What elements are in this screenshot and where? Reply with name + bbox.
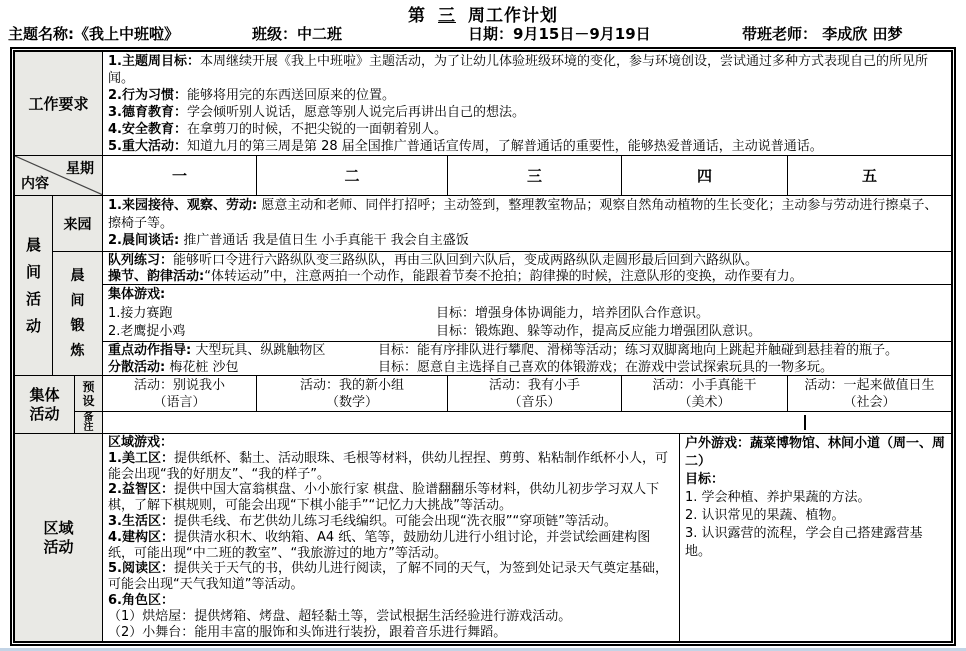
text-line: 队列练习：能够听口令进行六路纵队变三路纵队，再由三队回到六队后，变成两路纵队走圆形最后回到六路纵队。 [108, 253, 759, 268]
text-line: 2.行为习惯：能够将用完的东西送回原来的位置。 [108, 88, 395, 103]
day-header-tuesday[interactable]: 二 [257, 156, 448, 195]
outdoor-games-title-label: 户外游戏： [685, 436, 751, 451]
text-line: 4.安全教育：在拿剪刀的时候，不把尖锐的一面朝着别人。 [108, 122, 447, 137]
text-line: 2.老鹰捉小鸡 目标：锻炼跑、躲等动作，提高反应能力增强团队意识。 [108, 324, 762, 339]
class-label: 班级： [252, 25, 298, 43]
text-line: 3.德育教育：学会倾听别人说话，愿意等别人说完后再讲出自己的想法。 [108, 105, 525, 120]
activity-name: 活动：别说我小 [133, 377, 225, 393]
outdoor-games-content[interactable] [680, 434, 951, 641]
work-requirements-content[interactable] [103, 52, 951, 155]
text-line: 注 [83, 421, 94, 433]
teacher-label: 带班老师： [742, 25, 818, 43]
group-games-title: 集体游戏: [108, 287, 166, 302]
text-line: 1.美工区：提供纸杯、黏土、活动眼珠、毛根等材料，供幼儿捏捏、剪剪、粘粘制作纸杯小人，可能会出现“我的好朋友”、“我的样子”。 [108, 450, 668, 482]
text-line: 1.主题周目标：本周继续开展《我上中班啦》主题活动，为了让幼儿体验班级环境的变化，参与环境创设，尝试通过多种方式表现自己的所见所闻。 [108, 54, 928, 86]
class-value: 中二班 [297, 25, 343, 43]
text-line: 3. 认识露营的流程，学会自己搭建露营基地。 [685, 526, 923, 559]
arrival-content[interactable] [103, 196, 951, 251]
text-line: 设 [82, 393, 95, 408]
text-line: 集体 [29, 385, 60, 404]
note-content[interactable] [103, 412, 951, 433]
text-line: 预 [82, 379, 95, 394]
teacher-field [742, 23, 902, 44]
text-line: 区域 [43, 518, 74, 537]
activity-name: 活动：一起来做值日生 [804, 377, 935, 393]
corner-content-label: 内容 [21, 176, 49, 192]
teacher-value: 李成欣 田梦 [822, 25, 903, 43]
text-line: 活 [25, 289, 41, 308]
activity-name: 活动：我有小手 [488, 377, 580, 393]
regional-games-content[interactable] [103, 434, 680, 641]
morning-activities-section [15, 196, 951, 376]
text-line: 炼 [70, 342, 85, 359]
text-line: 活动 [43, 537, 74, 556]
text-line: 区域游戏： [108, 435, 174, 450]
morning-exercise-label [53, 252, 103, 375]
text-line: 1. 学会种植、养护果蔬的方法。 [685, 490, 871, 505]
text-line: 分散活动: 梅花桩 沙包 目标：愿意自主选择自己喜欢的体锻游戏；在游戏中尝试探索玩具的一物多玩。 [108, 359, 834, 375]
morning-activities-label [15, 196, 53, 375]
drill-practice-cell[interactable] [103, 252, 951, 285]
text-line: 6.角色区： [108, 592, 174, 608]
day-header-thursday[interactable]: 四 [622, 156, 788, 195]
activity-subject: （社会） [843, 394, 896, 410]
outdoor-goal-items [685, 489, 946, 561]
class-field [252, 23, 342, 44]
work-requirements-row [15, 52, 951, 156]
text-line: 2. 认识常见的果蔬、植物。 [685, 508, 845, 523]
page-title-part2: 周工作计划 [468, 6, 558, 26]
outdoor-goal-label: 目标： [685, 472, 725, 487]
theme-name-value: 《我上中班啦》 [74, 25, 180, 43]
note-label [75, 412, 103, 433]
morning-activities-body [53, 196, 951, 375]
note-row [75, 412, 951, 433]
regional-activities-label [15, 434, 103, 641]
activity-subject: （音乐） [508, 394, 561, 410]
theme-name-field [8, 23, 179, 44]
date-value: 9月15日－9月19日 [513, 25, 651, 43]
text-line: 晨 [25, 235, 41, 254]
collective-activities-body [75, 376, 951, 433]
activity-wednesday[interactable] [448, 376, 622, 411]
text-line: （2）小舞台：能用丰富的服饰和头饰进行装扮，跟着音乐进行舞蹈。 [108, 624, 507, 640]
text-line: 2.晨间谈话: 推广普通话 我是值日生 小手真能干 我会自主盛饭 [108, 233, 469, 249]
text-line: 间 [70, 292, 85, 309]
regional-activities-section [15, 434, 951, 641]
collective-activities-section [15, 376, 951, 434]
text-line: 操节、韵律活动:“体转运动”中，注意两拍一个动作，能跟着节奏不抢拍；韵律操的时候，注意队形的变换，动作要有力。 [108, 269, 803, 284]
activity-tuesday[interactable] [257, 376, 448, 411]
activity-subject: （数学） [325, 394, 378, 410]
key-action-guide-cell[interactable] [103, 342, 951, 375]
page-title-part1: 第 [408, 6, 426, 26]
text-line: 锻 [70, 317, 85, 334]
text-line: （1）烘焙屋：提供烤箱、烤盘、超轻黏土等，尝试根据生活经验进行游戏活动。 [108, 608, 572, 624]
weekday-header-row [15, 156, 951, 196]
text-cursor [804, 415, 806, 430]
group-games-cell[interactable] [103, 285, 951, 342]
preset-activities-row [75, 376, 951, 412]
text-line: 晨 [70, 267, 85, 284]
corner-weekday-label: 星期 [66, 161, 94, 177]
morning-exercise-section [53, 252, 951, 375]
text-line: 间 [25, 262, 41, 281]
page-title-week-number: 三 [438, 6, 456, 26]
text-line: 备 [83, 412, 94, 423]
text-line: 5.阅读区：提供关于天气的书，供幼儿进行阅读，了解不同的天气，为签到处记录天气奠定基础，可能会出现“天气我知道”等活动。 [108, 561, 668, 593]
activity-name: 活动：我的新小组 [299, 377, 404, 393]
work-requirements-label: 工作要求 [15, 52, 103, 155]
activity-monday[interactable] [103, 376, 257, 411]
day-header-wednesday[interactable]: 三 [448, 156, 622, 195]
group-games-items [108, 305, 946, 342]
activity-thursday[interactable] [622, 376, 788, 411]
arrival-label: 来园 [53, 196, 103, 251]
day-header-monday[interactable]: 一 [103, 156, 257, 195]
text-line: 4.建构区：提供清水积木、收纳箱、A4 纸、笔等，鼓励幼儿进行小组讨论，并尝试绘画建构图纸，可能出现“中二班的教室”、“我旅游过的地方”等活动。 [108, 529, 651, 561]
text-line: 1.接力赛跑 目标：增强身体协调能力，培养团队合作意识。 [108, 305, 710, 321]
day-header-friday[interactable]: 五 [861, 167, 877, 185]
weekly-plan-table [10, 47, 956, 646]
activity-friday[interactable] [788, 376, 951, 411]
preset-label [75, 376, 103, 411]
text-line: 5.重大活动：知道九月的第三周是第 28 届全国推广普通话宣传周，了解普通话的重要性，能够热爱普通话，主动说普通话。 [108, 139, 823, 154]
text-line: 1.来园接待、观察、劳动: 愿意主动和老师、同伴打招呼；主动签到，整理教室物品；观察自然角动植物的生长变化；主动参与劳动进行擦桌子、擦椅子等。 [108, 198, 938, 231]
arrival-row [53, 196, 951, 252]
week-content-corner-cell [15, 156, 103, 195]
morning-exercise-body [103, 252, 951, 375]
collective-activities-label [15, 376, 75, 433]
activity-subject: （美术） [678, 394, 731, 410]
activity-subject: （语言） [153, 394, 206, 410]
date-label: 日期： [468, 25, 514, 43]
text-line: 活动 [29, 404, 60, 423]
theme-name-label: 主题名称: [8, 25, 74, 43]
outdoor-games-title-value: 蔬菜博物馆、林间小道（周一、周二） [685, 436, 946, 469]
text-line: 3.生活区：提供毛线、布艺供幼儿练习毛线编织。可能会出现“洗衣服”“穿项链”等活动。 [108, 513, 617, 529]
date-field [468, 23, 651, 44]
text-line: 重点动作指导: 大型玩具、纵跳触物区 目标：能有序排队进行攀爬、滑梯等活动；练习双脚离地向上跳起并触碰到悬挂着的瓶子。 [108, 343, 899, 358]
text-line: 动 [25, 316, 41, 335]
activity-name: 活动：小手真能干 [652, 377, 757, 393]
text-line: 2.益智区：提供中国大富翁棋盘、小小旅行家 棋盘、脸谱翻翻乐等材料，供幼儿初步学习双人下棋，了解下棋规则，可能会出现“下棋小能手”“记忆力大挑战”等活动。 [108, 482, 660, 514]
